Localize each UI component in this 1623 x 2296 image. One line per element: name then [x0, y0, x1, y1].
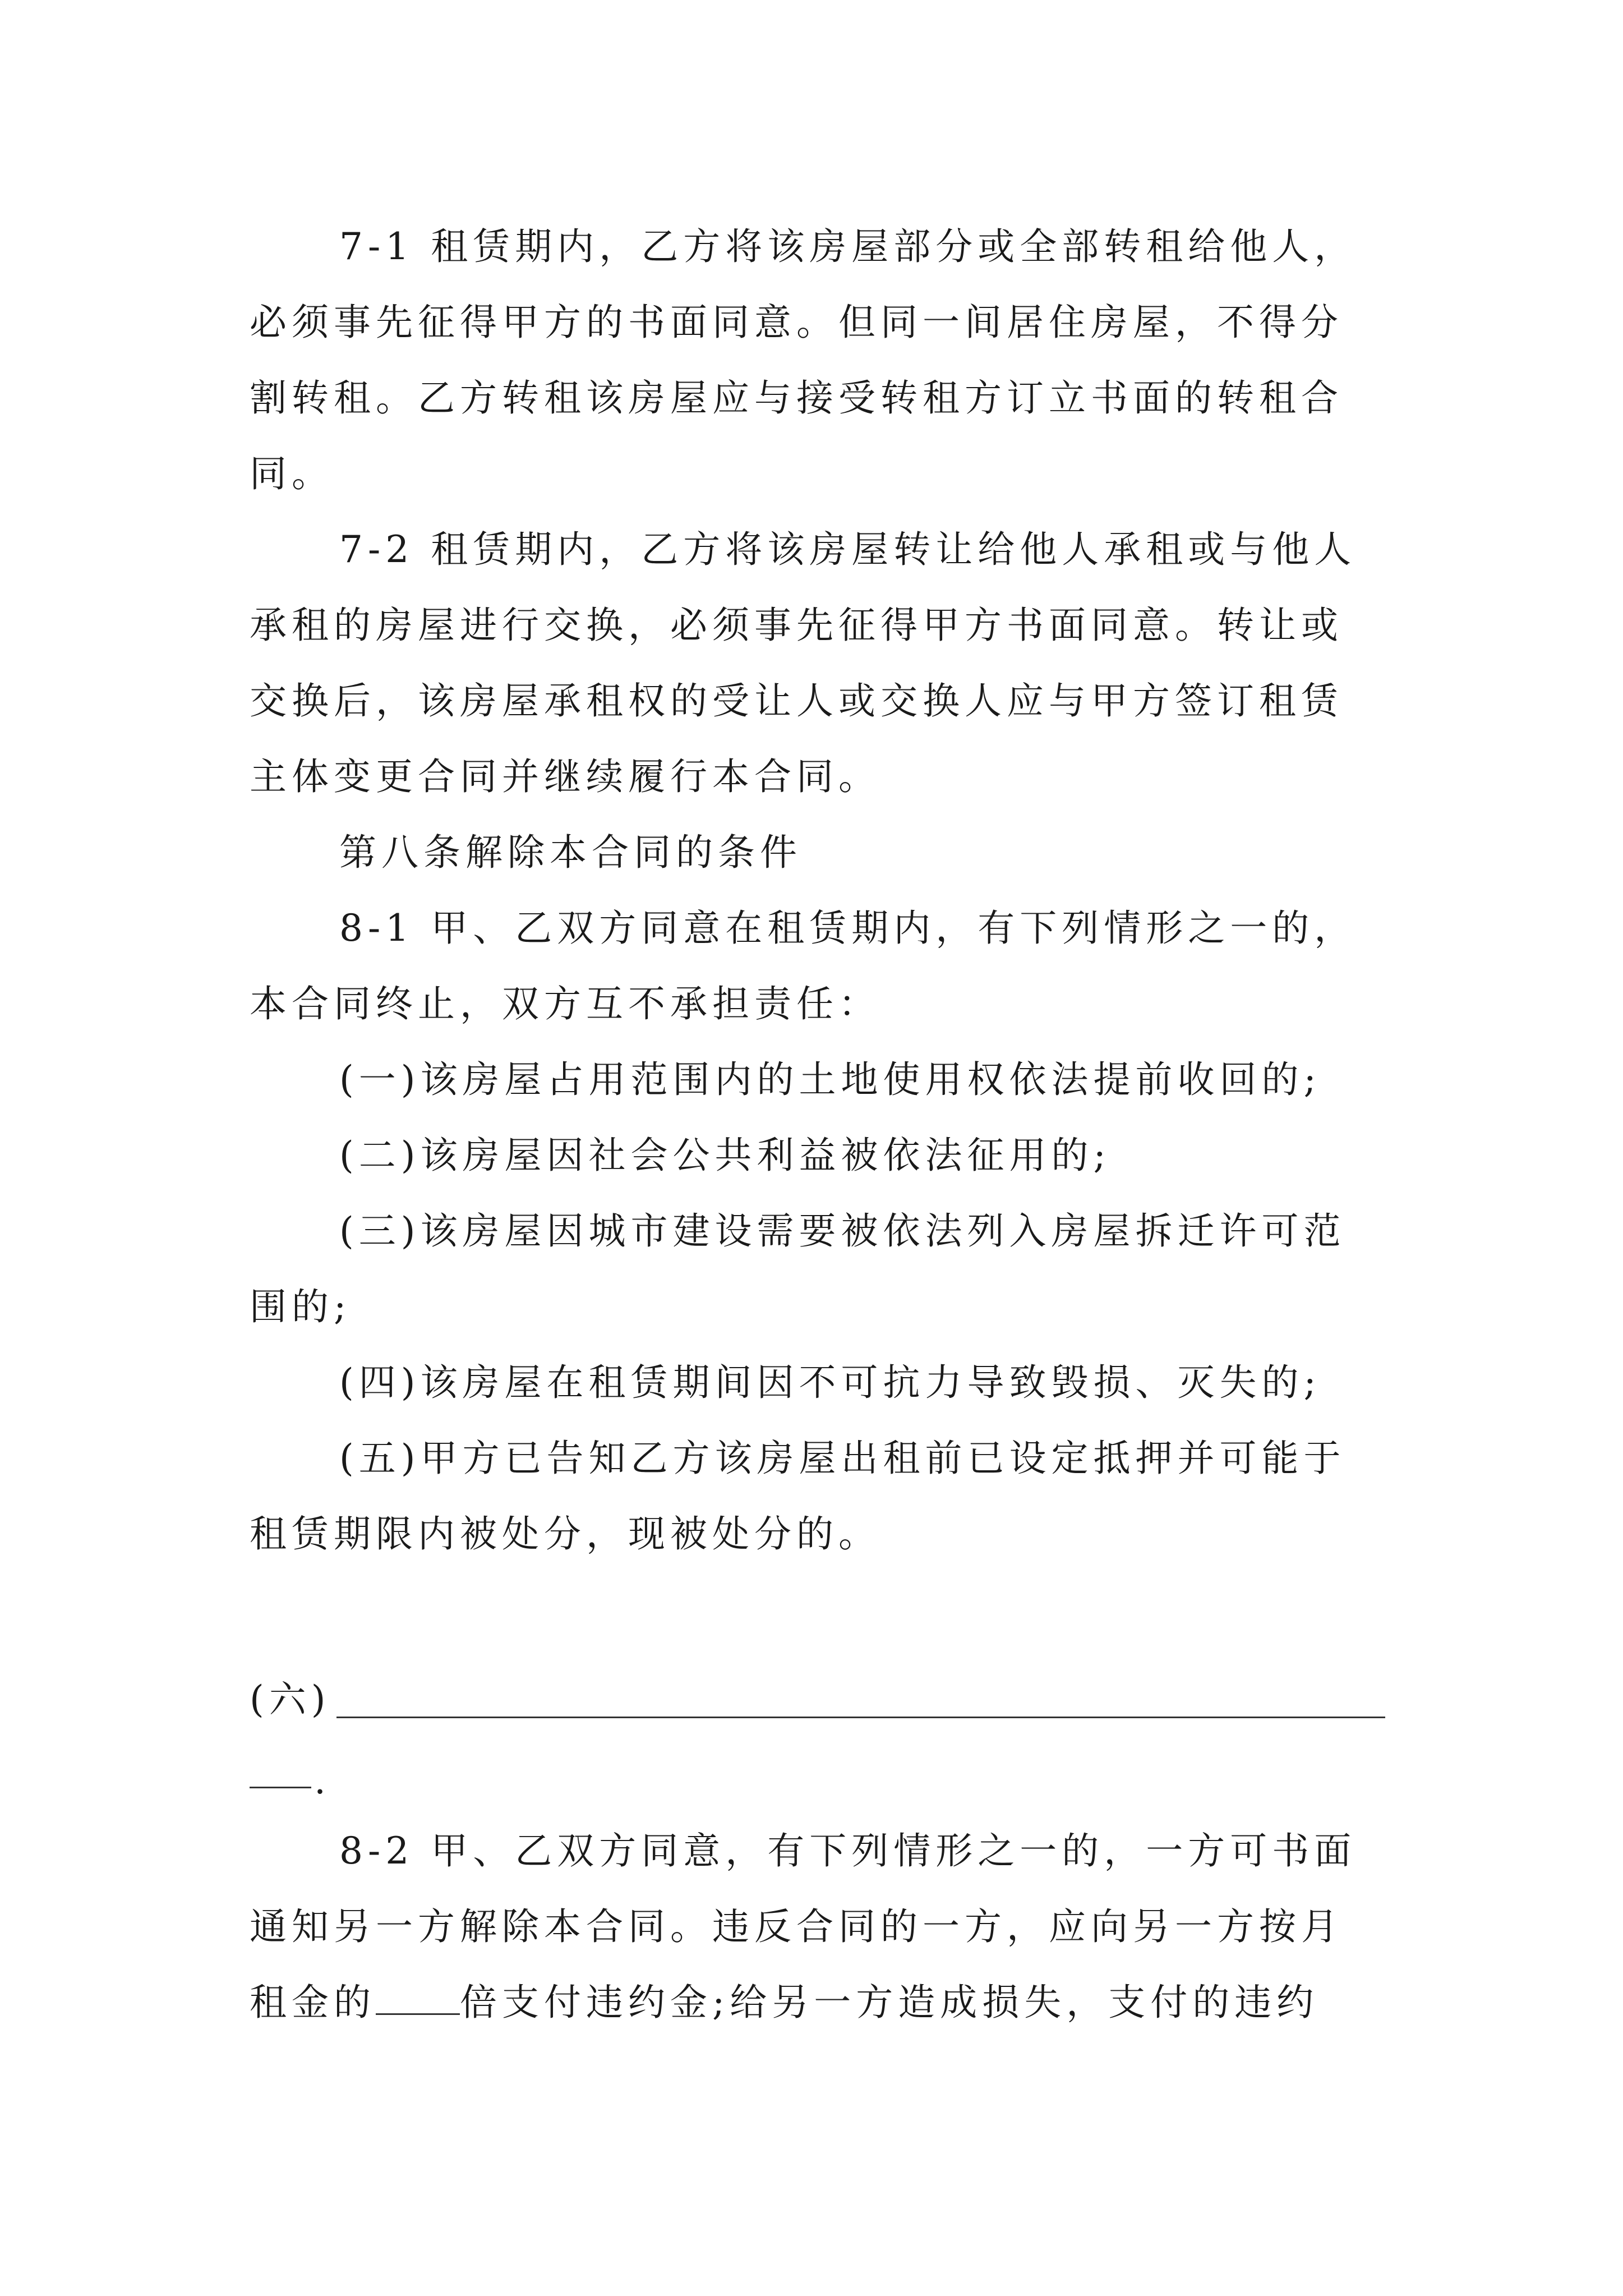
paragraph-7-1-line-4: 同。: [250, 452, 334, 495]
paragraph-8-2-line-3: [250, 1977, 1318, 2028]
paragraph-7-2-line-3: 交换后，该房屋承租权的受让人或交换人应与甲方签订租赁: [250, 679, 1343, 723]
item-6-blank: [336, 1717, 1385, 1718]
item-3-line-2: 围的;: [250, 1285, 352, 1328]
item-6-label: (六): [250, 1678, 331, 1721]
paragraph-8-2-line-1: 8-2 甲、乙双方同意，有下列情形之一的，一方可书面: [339, 1829, 1357, 1872]
item-4: (四)该房屋在租赁期间因不可抗力导致毁损、灭失的;: [339, 1361, 1321, 1404]
paragraph-7-1-line-2: 必须事先征得甲方的书面同意。但同一间居住房屋，不得分: [250, 301, 1343, 344]
paragraph-7-1-line-1: 7-1 租赁期内，乙方将该房屋部分或全部转租给他人，: [339, 225, 1357, 268]
item-5-line-2: 租赁期限内被处分，现被处分的。: [250, 1512, 880, 1556]
item-5-line-1: (五)甲方已告知乙方该房屋出租前已设定抵押并可能于: [339, 1437, 1346, 1480]
item-6-blank-continued: [250, 1787, 311, 1788]
article-8-heading: 第八条解除本合同的条件: [339, 831, 802, 874]
item-3-line-1: (三)该房屋因城市建设需要被依法列入房屋拆迁许可范: [339, 1209, 1346, 1253]
paragraph-8-1-line-2: 本合同终止，双方互不承担责任：: [250, 982, 880, 1025]
paragraph-7-2-line-2: 承租的房屋进行交换，必须事先征得甲方书面同意。转让或: [250, 604, 1343, 647]
paragraph-8-1-line-1: 8-1 甲、乙双方同意在租赁期内，有下列情形之一的，: [339, 907, 1357, 950]
penalty-multiple-blank: [376, 1982, 460, 2015]
rent-suffix: 倍支付违约金;给另一方造成损失，支付的违约: [460, 1981, 1319, 2024]
paragraph-8-2-line-2: 通知另一方解除本合同。违反合同的一方，应向另一方按月: [250, 1905, 1343, 1948]
paragraph-7-2-line-4: 主体变更合同并继续履行本合同。: [250, 755, 880, 798]
paragraph-7-2-line-1: 7-2 租赁期内，乙方将该房屋转让给他人承租或与他人: [339, 528, 1357, 571]
item-6-period: .: [314, 1759, 326, 1802]
paragraph-7-1-line-3: 割转租。乙方转租该房屋应与接受转租方订立书面的转租合: [250, 376, 1343, 420]
item-2: (二)该房屋因社会公共利益被依法征用的;: [339, 1134, 1111, 1177]
item-1: (一)该房屋占用范围内的土地使用权依法提前收回的;: [339, 1058, 1321, 1101]
rent-prefix: 租金的: [250, 1981, 376, 2024]
